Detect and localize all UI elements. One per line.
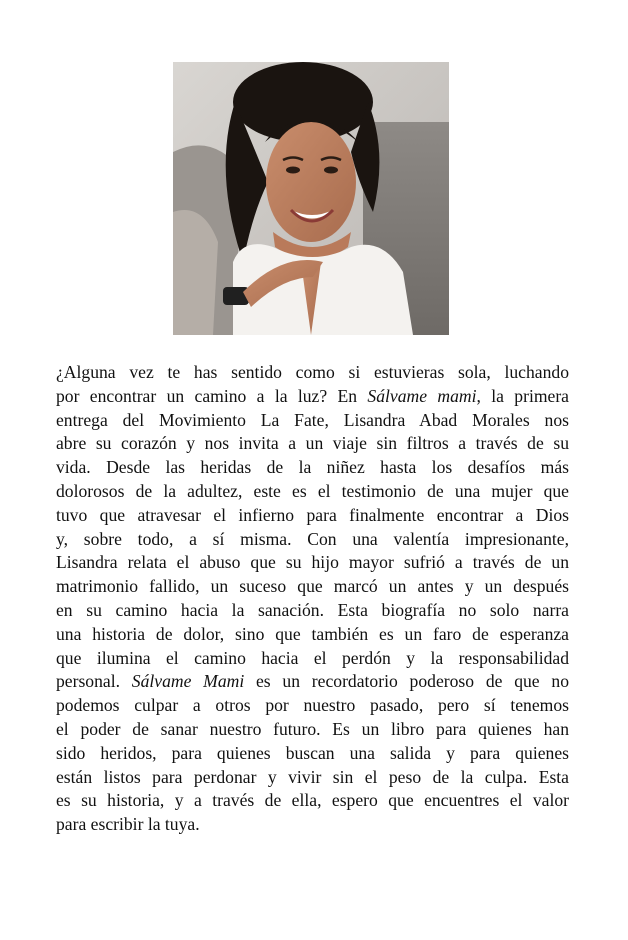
description-line [56,742,569,766]
description-text: y, sobre todo, a sí misma. Con una valentía impresionante, [56,528,569,549]
description-text: entrega del Movimiento La Fate, Lisandra Abad Morales nos [56,409,569,430]
description-line [56,504,569,528]
description-text: tuvo que atravesar el infierno para finalmente encontrar a Dios [56,504,569,525]
book-title-italic: Sálvame Mami [131,671,245,692]
description-line [56,718,569,742]
description-line [56,551,569,575]
description-text: que ilumina el camino hacia el perdón y la responsabilidad [56,647,569,668]
description-line [56,670,569,694]
description-text: están listos para perdonar y vivir sin el peso de la culpa. Esta [56,766,569,787]
description-text: Lisandra relata el abuso que su hijo mayor sufrió a través de un [56,552,569,573]
description-line [56,456,569,480]
book-title-italic: Sálvame mami [367,385,477,406]
description-line [56,385,569,409]
author-photo [173,62,449,335]
description-line [56,694,569,718]
description-text: sido heridos, para quienes buscan una salida y para quienes [56,742,569,763]
description-text: una historia de dolor, sino que también es un faro de esperanza [56,623,569,644]
description-line [56,647,569,671]
description-text: es un recordatorio poderoso de que no [244,671,569,692]
description-line [56,432,569,456]
description-line [56,361,569,385]
description-line [56,480,569,504]
description-text: dolorosos de la adultez, este es el testimonio de una mujer que [56,480,569,501]
description-line [56,528,569,552]
description-text: vida. Desde las heridas de la niñez hasta los desafíos más [56,457,569,478]
description-text: en su camino hacia la sanación. Esta biografía no solo narra [56,599,569,620]
description-text: por encontrar un camino a la luz? En [56,385,368,406]
description-text: el poder de sanar nuestro futuro. Es un libro para quienes han [56,718,569,739]
description-line [56,575,569,599]
description-line [56,789,569,813]
description-text: ¿Alguna vez te has sentido como si estuvieras sola, luchando [56,362,569,382]
description-text: , la primera [476,385,569,406]
description-text: matrimonio fallido, un suceso que marcó un antes y un después [56,576,569,597]
book-description [56,361,569,837]
description-line [56,409,569,433]
description-text: para escribir la tuya. [56,814,200,835]
description-line [56,766,569,790]
description-text: abre su corazón y nos invita a un viaje sin filtros a través de su [56,433,569,454]
author-portrait-image [173,62,449,335]
description-line [56,813,569,837]
description-text: podemos culpar a otros por nuestro pasado, pero sí tenemos [56,695,569,716]
description-text: personal. [56,671,132,692]
description-line [56,623,569,647]
description-line [56,599,569,623]
description-text: es su historia, y a través de ella, espero que encuentres el valor [56,790,569,811]
